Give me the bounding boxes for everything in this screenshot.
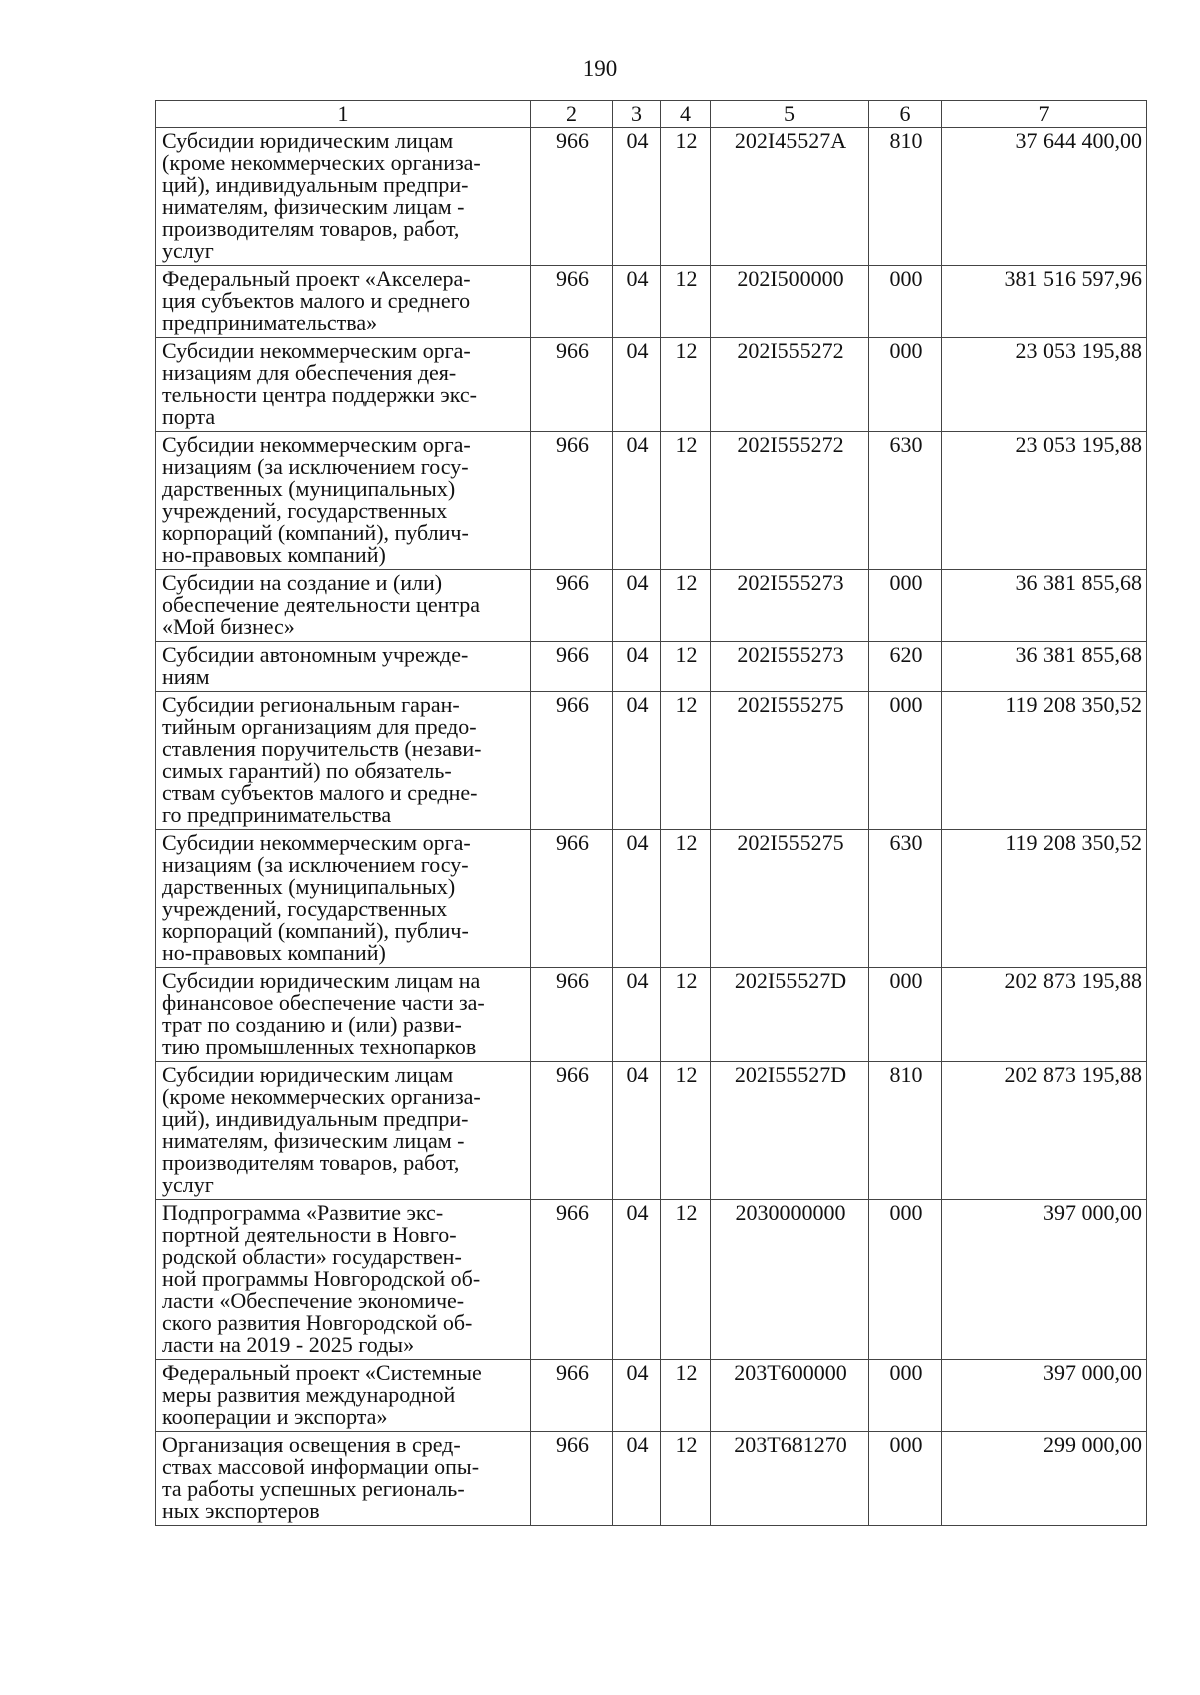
row-name-line: Субсидии юридическим лицам на	[162, 968, 481, 993]
section-code-cell: 04	[613, 1200, 661, 1360]
table-row	[156, 642, 1147, 692]
header-row	[156, 101, 1147, 128]
amount-cell: 36 381 855,68	[942, 642, 1147, 692]
target-article-cell: 202I555272	[711, 432, 869, 570]
row-name-cell	[156, 968, 531, 1062]
column-header-4: 4	[661, 101, 711, 128]
column-header-7: 7	[942, 101, 1147, 128]
row-name-line: ных экспортеров	[162, 1498, 320, 1523]
expense-type-cell: 630	[869, 830, 942, 968]
row-name-line: учреждений, государственных	[162, 896, 448, 921]
amount-cell: 119 208 350,52	[942, 830, 1147, 968]
row-name-line: ского развития Новгородской об-	[162, 1310, 473, 1335]
admin-code-cell: 966	[531, 1200, 613, 1360]
amount-cell: 202 873 195,88	[942, 968, 1147, 1062]
row-name-line: но-правовых компаний)	[162, 542, 386, 567]
subsection-code-cell: 12	[661, 266, 711, 338]
expense-type-cell: 630	[869, 432, 942, 570]
subsection-code-cell: 12	[661, 1200, 711, 1360]
admin-code-cell: 966	[531, 432, 613, 570]
target-article-cell: 202I55527D	[711, 1062, 869, 1200]
row-name-line: низациям (за исключением госу-	[162, 454, 469, 479]
admin-code-cell: 966	[531, 642, 613, 692]
row-name-line: ласти «Обеспечение экономиче-	[162, 1288, 465, 1313]
row-name-line: финансовое обеспечение части за-	[162, 990, 485, 1015]
table-row	[156, 1360, 1147, 1432]
row-name-line: ной программы Новгородской об-	[162, 1266, 481, 1291]
row-name-line: Субсидии региональным гаран-	[162, 692, 460, 717]
section-code-cell: 04	[613, 1432, 661, 1526]
row-name-line: ставления поручительств (незави-	[162, 736, 482, 761]
row-name-line: Субсидии на создание и (или)	[162, 570, 443, 595]
amount-cell: 119 208 350,52	[942, 692, 1147, 830]
row-name-cell	[156, 1200, 531, 1360]
admin-code-cell: 966	[531, 692, 613, 830]
amount-cell: 299 000,00	[942, 1432, 1147, 1526]
target-article-cell: 202I500000	[711, 266, 869, 338]
table-row	[156, 266, 1147, 338]
amount-cell: 381 516 597,96	[942, 266, 1147, 338]
row-name-line: предпринимательства»	[162, 310, 378, 335]
row-name-line: го предпринимательства	[162, 802, 392, 827]
table-row	[156, 128, 1147, 266]
admin-code-cell: 966	[531, 830, 613, 968]
section-code-cell: 04	[613, 266, 661, 338]
row-name-line: Федеральный проект «Акселера-	[162, 266, 471, 291]
row-name-line: Подпрограмма «Развитие экс-	[162, 1200, 444, 1225]
row-name-cell	[156, 1360, 531, 1432]
expense-type-cell: 000	[869, 266, 942, 338]
row-name-line: обеспечение деятельности центра	[162, 592, 481, 617]
admin-code-cell: 966	[531, 1062, 613, 1200]
column-header-1: 1	[156, 101, 531, 128]
section-code-cell: 04	[613, 1360, 661, 1432]
row-name-line: Субсидии автономным учрежде-	[162, 642, 469, 667]
amount-cell: 23 053 195,88	[942, 338, 1147, 432]
row-name-cell	[156, 1432, 531, 1526]
section-code-cell: 04	[613, 1062, 661, 1200]
row-name-line: тийным организациям для предо-	[162, 714, 477, 739]
row-name-line: услуг	[162, 1172, 214, 1197]
row-name-line: ниям	[162, 664, 210, 689]
table-row	[156, 570, 1147, 642]
admin-code-cell: 966	[531, 570, 613, 642]
subsection-code-cell: 12	[661, 1062, 711, 1200]
row-name-line: меры развития международной	[162, 1382, 456, 1407]
row-name-line: Субсидии некоммерческим орга-	[162, 830, 471, 855]
expense-type-cell: 000	[869, 1360, 942, 1432]
row-name-line: та работы успешных региональ-	[162, 1476, 465, 1501]
subsection-code-cell: 12	[661, 642, 711, 692]
target-article-cell: 2030000000	[711, 1200, 869, 1360]
row-name-line: трат по созданию и (или) разви-	[162, 1012, 462, 1037]
row-name-cell	[156, 642, 531, 692]
table-row	[156, 692, 1147, 830]
amount-cell: 397 000,00	[942, 1360, 1147, 1432]
row-name-line: ция субъектов малого и среднего	[162, 288, 471, 313]
target-article-cell: 202I555272	[711, 338, 869, 432]
subsection-code-cell: 12	[661, 692, 711, 830]
table-row	[156, 1432, 1147, 1526]
row-name-line: нимателям, физическим лицам -	[162, 1128, 465, 1153]
section-code-cell: 04	[613, 338, 661, 432]
page-number: 190	[582, 56, 618, 81]
row-name-line: учреждений, государственных	[162, 498, 448, 523]
column-header-3: 3	[613, 101, 661, 128]
table-row	[156, 1062, 1147, 1200]
admin-code-cell: 966	[531, 266, 613, 338]
subsection-code-cell: 12	[661, 338, 711, 432]
expense-type-cell: 000	[869, 570, 942, 642]
row-name-cell	[156, 830, 531, 968]
row-name-line: Субсидии некоммерческим орга-	[162, 338, 471, 363]
row-name-line: низациям для обеспечения дея-	[162, 360, 457, 385]
row-name-line: (кроме некоммерческих организа-	[162, 150, 481, 175]
row-name-line: дарственных (муниципальных)	[162, 874, 456, 899]
admin-code-cell: 966	[531, 1360, 613, 1432]
row-name-line: низациям (за исключением госу-	[162, 852, 469, 877]
admin-code-cell: 966	[531, 338, 613, 432]
row-name-line: но-правовых компаний)	[162, 940, 386, 965]
table-row	[156, 432, 1147, 570]
section-code-cell: 04	[613, 968, 661, 1062]
expense-type-cell: 620	[869, 642, 942, 692]
row-name-line: Субсидии юридическим лицам	[162, 128, 454, 153]
column-header-5: 5	[711, 101, 869, 128]
table-row	[156, 338, 1147, 432]
expense-type-cell: 810	[869, 1062, 942, 1200]
target-article-cell: 203T600000	[711, 1360, 869, 1432]
row-name-cell	[156, 266, 531, 338]
expense-type-cell: 000	[869, 338, 942, 432]
row-name-line: Организация освещения в сред-	[162, 1432, 461, 1457]
budget-table	[155, 100, 1147, 1526]
row-name-line: ствах массовой информации опы-	[162, 1454, 480, 1479]
row-name-line: тию промышленных технопарков	[162, 1034, 477, 1059]
expense-type-cell: 000	[869, 968, 942, 1062]
column-header-2: 2	[531, 101, 613, 128]
table-body	[156, 128, 1147, 1526]
amount-cell: 37 644 400,00	[942, 128, 1147, 266]
target-article-cell: 202I555273	[711, 642, 869, 692]
row-name-cell	[156, 570, 531, 642]
row-name-line: ций), индивидуальным предпри-	[162, 172, 469, 197]
target-article-cell: 203T681270	[711, 1432, 869, 1526]
row-name-line: производителям товаров, работ,	[162, 216, 460, 241]
subsection-code-cell: 12	[661, 570, 711, 642]
target-article-cell: 202I555275	[711, 692, 869, 830]
table-row	[156, 1200, 1147, 1360]
expense-type-cell: 000	[869, 692, 942, 830]
table-row	[156, 830, 1147, 968]
row-name-line: Субсидии юридическим лицам	[162, 1062, 454, 1087]
expense-type-cell: 810	[869, 128, 942, 266]
section-code-cell: 04	[613, 128, 661, 266]
row-name-cell	[156, 432, 531, 570]
admin-code-cell: 966	[531, 128, 613, 266]
section-code-cell: 04	[613, 830, 661, 968]
row-name-line: тельности центра поддержки экс-	[162, 382, 477, 407]
section-code-cell: 04	[613, 570, 661, 642]
row-name-line: родской области» государствен-	[162, 1244, 462, 1269]
row-name-line: Федеральный проект «Системные	[162, 1360, 482, 1385]
section-code-cell: 04	[613, 692, 661, 830]
target-article-cell: 202I45527A	[711, 128, 869, 266]
target-article-cell: 202I55527D	[711, 968, 869, 1062]
subsection-code-cell: 12	[661, 1432, 711, 1526]
amount-cell: 397 000,00	[942, 1200, 1147, 1360]
expense-type-cell: 000	[869, 1200, 942, 1360]
row-name-line: нимателям, физическим лицам -	[162, 194, 465, 219]
admin-code-cell: 966	[531, 1432, 613, 1526]
section-code-cell: 04	[613, 642, 661, 692]
row-name-cell	[156, 338, 531, 432]
row-name-line: Субсидии некоммерческим орга-	[162, 432, 471, 457]
target-article-cell: 202I555275	[711, 830, 869, 968]
subsection-code-cell: 12	[661, 968, 711, 1062]
section-code-cell: 04	[613, 432, 661, 570]
subsection-code-cell: 12	[661, 1360, 711, 1432]
row-name-line: корпораций (компаний), публич-	[162, 918, 469, 943]
row-name-line: ствам субъектов малого и средне-	[162, 780, 478, 805]
row-name-line: порта	[162, 404, 216, 429]
row-name-line: (кроме некоммерческих организа-	[162, 1084, 481, 1109]
expense-type-cell: 000	[869, 1432, 942, 1526]
row-name-cell	[156, 692, 531, 830]
subsection-code-cell: 12	[661, 830, 711, 968]
row-name-line: симых гарантий) по обязатель-	[162, 758, 452, 783]
amount-cell: 23 053 195,88	[942, 432, 1147, 570]
target-article-cell: 202I555273	[711, 570, 869, 642]
row-name-line: ций), индивидуальным предпри-	[162, 1106, 469, 1131]
subsection-code-cell: 12	[661, 432, 711, 570]
subsection-code-cell: 12	[661, 128, 711, 266]
row-name-line: дарственных (муниципальных)	[162, 476, 456, 501]
row-name-line: корпораций (компаний), публич-	[162, 520, 469, 545]
row-name-line: услуг	[162, 238, 214, 263]
row-name-cell	[156, 128, 531, 266]
row-name-line: производителям товаров, работ,	[162, 1150, 460, 1175]
amount-cell: 36 381 855,68	[942, 570, 1147, 642]
row-name-cell	[156, 1062, 531, 1200]
table-row	[156, 968, 1147, 1062]
row-name-line: портной деятельности в Новго-	[162, 1222, 457, 1247]
row-name-line: кооперации и экспорта»	[162, 1404, 388, 1429]
admin-code-cell: 966	[531, 968, 613, 1062]
amount-cell: 202 873 195,88	[942, 1062, 1147, 1200]
row-name-line: «Мой бизнес»	[162, 614, 295, 639]
row-name-line: ласти на 2019 - 2025 годы»	[162, 1332, 415, 1357]
column-header-6: 6	[869, 101, 942, 128]
